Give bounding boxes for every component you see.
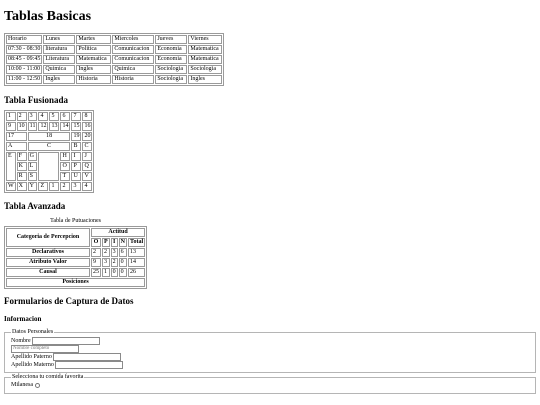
table-cell: Quimica [112,65,154,74]
table-cell: 10:00 - 11:00 [6,65,42,74]
form-row [11,345,529,353]
header-cell: Actitud [91,228,145,237]
page [4,0,536,394]
table-header-row [6,228,145,237]
header-cell: Lunes [43,35,75,44]
header-cell: N [120,238,126,245]
table-row [6,132,92,141]
merged-cell: A [6,142,27,151]
table-row [6,152,92,161]
table-cell: Matematica [188,55,222,64]
table-row [6,182,92,191]
table-cell: T [60,172,70,181]
merged-cell: 17 [6,132,27,141]
table-cell: Politica [76,45,111,54]
table-cell: Q [82,162,92,171]
table-cell: V [82,172,92,181]
table-row [6,258,145,267]
table-cell: Z [38,182,48,191]
table-cell: Ingles [188,75,222,84]
table-cell: 11 [29,123,36,130]
merged-cell: E [6,152,16,181]
row-header: Atributo Valor [6,258,90,267]
header-cell: P [104,238,108,245]
table-cell: literatura [43,45,75,54]
table-cell: O [60,162,70,171]
forms-heading: Formularios de Captura de Datos [4,295,134,306]
table-cell: R [17,172,27,181]
table-cell: 12 [40,123,47,130]
table-cell: 7 [71,112,81,121]
header-cell: I [111,238,118,247]
table-cell: Sociologia [155,65,187,74]
table-cell: L [28,162,38,171]
apellido-paterno-label: Apellido Paterno [11,353,52,360]
merged-cell: C [28,142,71,151]
table-cell: 2 [112,258,116,265]
table-cell: W [8,183,14,190]
table-cell: 4 [38,112,48,121]
merged-cell: 18 [28,132,71,141]
form-row [11,353,529,361]
table-cell: 6 [119,248,127,257]
table-header-row [6,35,222,44]
table-cell: 2 [60,182,70,191]
table-cell: Y [28,182,38,191]
table-cell: C [82,142,92,151]
table-cell: 2 [102,248,110,257]
table-caption: Tabla de Putuaciones [50,217,102,224]
header-cell: Total [130,238,144,245]
table-cell: Ingles [43,75,75,84]
row-header: Declarativos [6,248,90,257]
table-cell: 08:45 - 09:45 [8,56,41,63]
personal-data-fieldset [4,329,536,373]
table-row [6,268,145,277]
table-cell: 6 [60,112,70,121]
table-cell: 13 [128,248,145,257]
table-cell: 13 [51,123,58,130]
info-heading: Informacion [4,315,42,324]
table-cell: 1 [6,112,16,121]
form-row [11,382,529,390]
favorite-food-fieldset [4,374,536,394]
table-cell: P [71,162,81,171]
table-row [6,248,145,257]
table-cell: 0 [119,258,127,267]
nombre-label: Nombre [11,337,31,344]
merged-cell [38,152,59,181]
table-cell: 14 [62,123,69,130]
fieldset-legend: Selecciona tu comida favorita [12,373,84,380]
table-cell: 2 [17,112,27,121]
table-cell: 2 [91,248,101,257]
table-row [6,75,222,84]
table-cell: 14 [128,258,145,267]
table-cell: 9 [6,122,16,131]
table-cell: Comunicacion [112,55,154,64]
table-cell: Historia [112,75,154,84]
header-cell: Horario [6,35,42,44]
table-cell: 0 [112,268,116,275]
table-cell: S [28,172,38,181]
table-cell: Historia [76,75,111,84]
table-cell: 15 [73,123,80,130]
milanesa-checkbox[interactable] [35,383,40,388]
table-cell: 10 [18,123,25,130]
table-row [6,122,92,131]
table-cell: 11:00 - 12:50 [6,75,42,84]
table-cell: 0 [119,268,127,277]
table-cell: Sociologia [188,65,222,74]
table-row [6,112,92,121]
table-cell: J [82,152,92,161]
apellido-materno-input[interactable] [55,361,123,369]
table-cell: 16 [84,123,91,130]
header-cell: Miercoles [112,35,154,44]
table-cell: Matematica [76,55,111,64]
form-row [11,337,529,345]
fused-table [4,110,94,193]
header-cell: O [91,238,101,247]
table-cell: B [71,142,81,151]
header-cell: Jueves [155,35,187,44]
table-row [6,142,92,151]
table-cell: 3 [102,258,110,267]
nombre-input[interactable] [32,337,100,345]
table-cell: 1 [49,182,59,191]
table-cell: I [71,152,81,161]
page-title: Tablas Basicas [4,9,92,24]
table-cell: 3 [28,112,38,121]
table-cell: Economia [155,55,187,64]
table-cell: 8 [82,112,92,121]
table-cell: 3 [71,182,81,191]
table-cell: U [71,172,81,181]
table-cell: 5 [49,112,59,121]
table-cell: G [28,152,38,161]
table-cell: 07:30 - 08:30 [8,46,41,53]
table-cell: X [17,182,27,191]
table-cell: F [17,152,27,161]
nombre-completo-input[interactable] [11,345,79,353]
table-cell: 25 [93,268,99,275]
table-row [6,55,222,64]
advanced-table [4,218,147,289]
fieldset-legend: Datos Personales [12,329,54,336]
apellido-materno-label: Apellido Materno [11,361,54,368]
table-cell: Ingles [76,65,111,74]
table-cell: 9 [91,258,101,267]
table-cell: Quimica [43,65,75,74]
table-row [6,45,222,54]
table-cell: 20 [84,133,91,140]
table-cell: H [60,152,70,161]
table-cell: 1 [102,268,110,277]
table-footer-row [6,278,145,287]
form-row [11,361,529,369]
basic-schedule-table [4,33,224,86]
table-cell: Literatura [43,55,75,64]
row-header: Causal [6,268,90,277]
table-cell: 19 [73,133,80,140]
table-cell: 4 [82,182,92,191]
table-cell: Sociologia [155,75,187,84]
table-cell: 26 [128,268,145,277]
footer-cell: Posiciones [6,278,145,287]
advanced-table-heading: Tabla Avanzada [4,201,66,212]
table-cell: K [17,162,27,171]
header-cell: Viernes [188,35,222,44]
table-row [6,65,222,74]
table-cell: Matematica [188,45,222,54]
header-cell: Martes [76,35,111,44]
table-cell: 3 [112,248,116,255]
fused-table-heading: Tabla Fusionada [4,95,68,106]
header-cell: Categoria de Percepcion [6,228,90,247]
milanesa-label: Milanesa [11,382,33,389]
table-cell: Comunicacion [112,45,154,54]
table-cell: Economia [155,45,187,54]
apellido-paterno-input[interactable] [53,353,121,361]
